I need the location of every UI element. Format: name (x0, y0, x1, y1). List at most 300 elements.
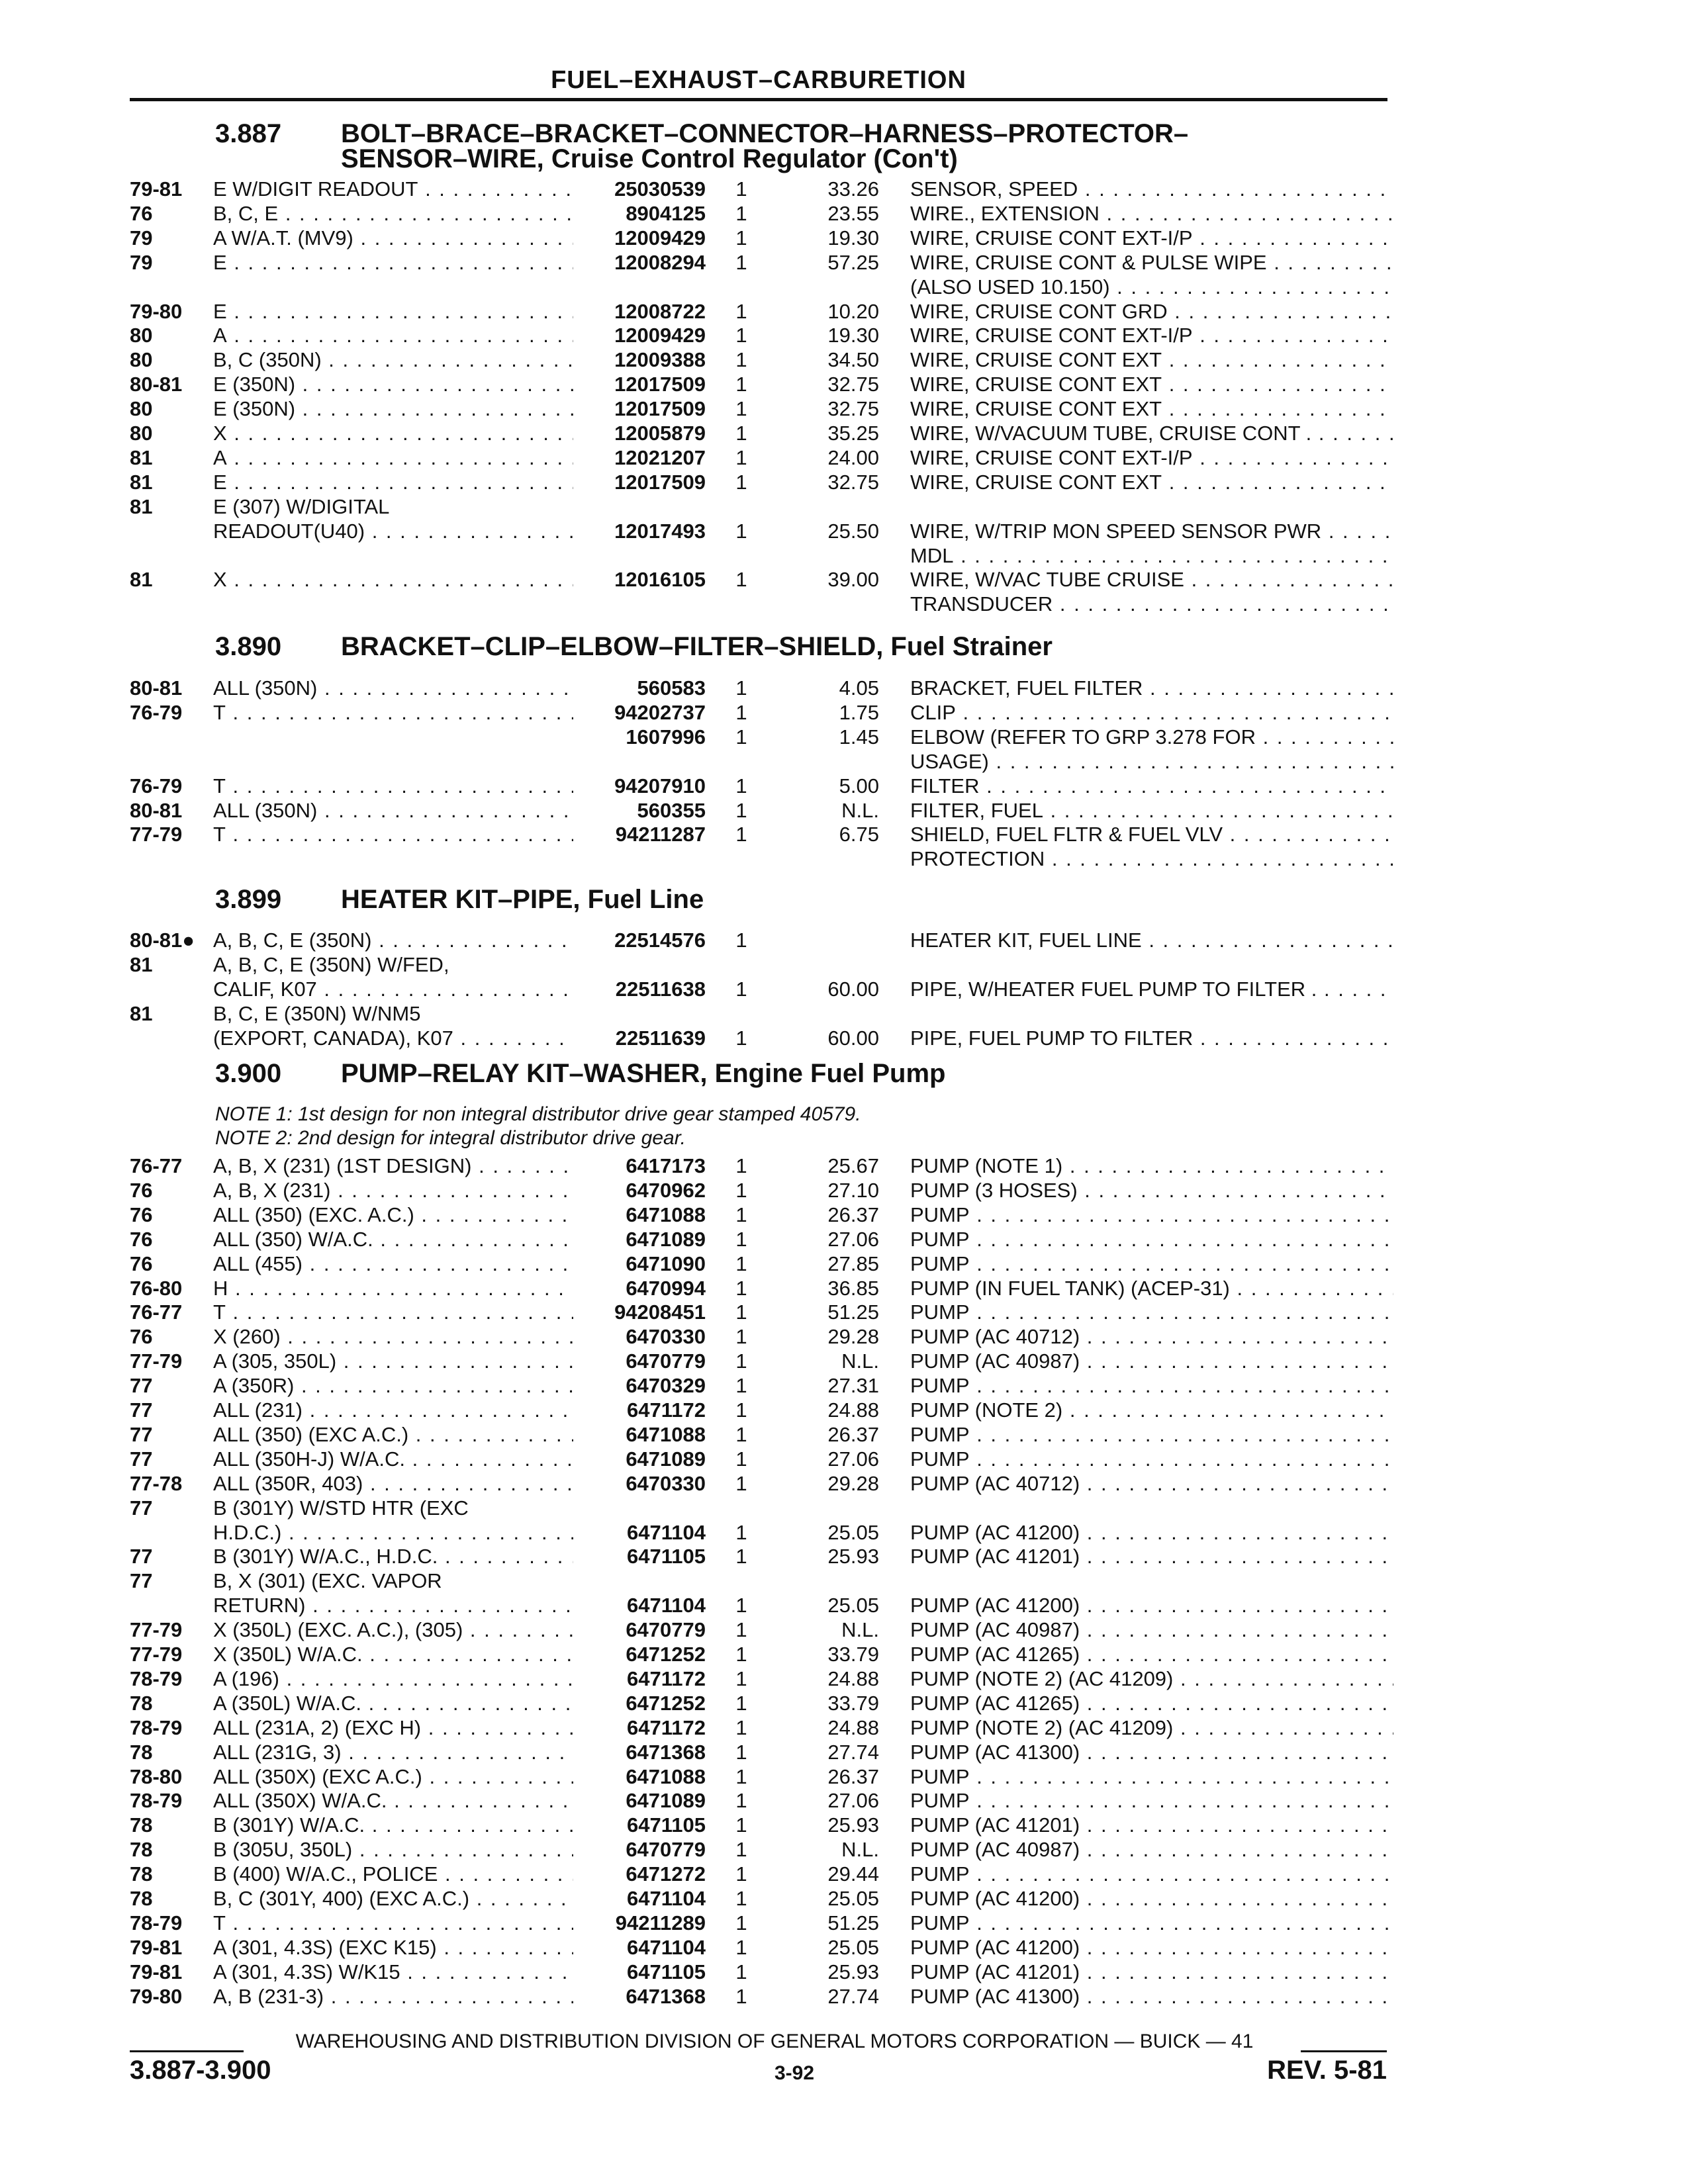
row-model: A W/A.T. (MV9) . . . (213, 226, 573, 250)
row-model: E (350N) . . . (213, 373, 573, 396)
row-price: 25.93 (827, 1813, 879, 1837)
row-price: 5.00 (839, 774, 879, 797)
row-year: 78-79 (130, 1789, 183, 1813)
row-description: PUMP (NOTE 2) . . . (910, 1398, 1393, 1422)
row-price: 26.37 (827, 1764, 879, 1788)
row-model: ALL (350) (EXC A.C.) . . . (213, 1423, 573, 1447)
row-quantity: 1 (735, 1715, 747, 1739)
row-model: ALL (350H-J) W/A.C. . . . (213, 1447, 573, 1471)
row-quantity: 1 (735, 1935, 747, 1959)
row-year: 77-79 (130, 1349, 183, 1373)
row-description: SENSOR, SPEED . . . (910, 177, 1393, 201)
row-quantity: 1 (735, 1178, 747, 1202)
row-quantity: 1 (735, 1984, 747, 2008)
row-price: 10.20 (827, 299, 879, 323)
part-row (0, 1618, 1688, 1643)
row-model: A (350R) . . . (213, 1374, 573, 1398)
row-part-number: 6471089 (626, 1447, 706, 1471)
row-price: 27.06 (827, 1227, 879, 1251)
row-model: E W/DIGIT READOUT . . . (213, 177, 573, 201)
part-row (0, 1349, 1688, 1374)
row-price: 51.25 (827, 1911, 879, 1934)
row-part-number: 12017493 (614, 519, 706, 543)
row-model: A, B, X (231) (1ST DESIGN) . . . (213, 1154, 573, 1178)
row-description: PUMP (AC 41200) . . . (910, 1887, 1393, 1911)
part-row (0, 1154, 1688, 1179)
row-model: A . . . (213, 446, 573, 470)
row-year: 77 (130, 1374, 153, 1398)
row-description: WIRE., EXTENSION . . . (910, 202, 1393, 226)
part-row (0, 1838, 1688, 1862)
row-quantity: 1 (735, 1813, 747, 1837)
row-quantity: 1 (735, 1838, 747, 1862)
row-description: PUMP (AC 40987) . . . (910, 1618, 1393, 1642)
row-part-number: 94211289 (615, 1911, 706, 1934)
row-quantity: 1 (735, 1666, 747, 1690)
row-part-number: 6471104 (627, 1594, 706, 1617)
part-row (0, 544, 1688, 569)
part-row (0, 1765, 1688, 1790)
row-part-number: 6471104 (627, 1935, 706, 1959)
row-price: 32.75 (827, 373, 879, 396)
group-note: NOTE 2: 2nd design for integral distributor drive gear. (215, 1127, 686, 1149)
row-part-number: 6470962 (626, 1178, 706, 1202)
row-description: MDL . . . (910, 544, 1393, 568)
row-description: PUMP (AC 41201) . . . (910, 1960, 1393, 1984)
row-year: 78 (130, 1691, 153, 1715)
part-row (0, 1936, 1688, 1960)
row-model: RETURN) . . . (213, 1594, 573, 1617)
row-description: PUMP (AC 41201) . . . (910, 1545, 1393, 1569)
row-price: 1.45 (839, 725, 879, 749)
row-quantity: 1 (735, 1227, 747, 1251)
row-part-number: 12017509 (614, 397, 706, 421)
row-year: 79-81 (130, 1935, 183, 1959)
row-year: 78 (130, 1740, 153, 1764)
row-year: 76-79 (130, 774, 183, 797)
row-quantity: 1 (735, 324, 747, 347)
row-part-number: 6471105 (627, 1813, 706, 1837)
part-row (0, 177, 1688, 202)
part-row (0, 1252, 1688, 1277)
row-model: T . . . (213, 1911, 573, 1935)
part-row (0, 1002, 1688, 1026)
row-year: 80 (130, 348, 153, 372)
row-year: 79-81 (130, 177, 183, 201)
row-year: 78 (130, 1862, 153, 1886)
row-part-number: 6471105 (627, 1545, 706, 1569)
part-row (0, 471, 1688, 495)
row-part-number: 12008722 (614, 299, 706, 323)
row-description: PUMP (AC 41300) . . . (910, 1741, 1393, 1764)
row-quantity: 1 (735, 1203, 747, 1226)
part-row (0, 324, 1688, 348)
row-price: 39.00 (827, 568, 879, 592)
row-quantity: 1 (735, 1960, 747, 1983)
row-description: WIRE, CRUISE CONT & PULSE WIPE . . . (910, 251, 1393, 275)
row-description: WIRE, CRUISE CONT EXT . . . (910, 397, 1393, 421)
row-description: PUMP . . . (910, 1423, 1393, 1447)
row-part-number: 6470330 (626, 1471, 706, 1495)
row-part-number: 6470329 (626, 1374, 706, 1398)
row-model: B, X (301) (EXC. VAPOR (213, 1569, 442, 1593)
row-description: (ALSO USED 10.150) . . . (910, 275, 1393, 299)
row-quantity: 1 (735, 1251, 747, 1275)
row-part-number: 6471272 (626, 1862, 706, 1886)
row-year: 78 (130, 1838, 153, 1862)
row-description: WIRE, CRUISE CONT GRD . . . (910, 300, 1393, 324)
footer-publisher: WAREHOUSING AND DISTRIBUTION DIVISION OF GENERAL MOTORS CORPORATION — BUICK — 41 (295, 2030, 1254, 2052)
row-price: 1.75 (839, 700, 879, 724)
row-description: WIRE, CRUISE CONT EXT-I/P . . . (910, 446, 1393, 470)
row-year: 80-81 (130, 798, 183, 822)
row-model: B, C (301Y, 400) (EXC A.C.) . . . (213, 1887, 573, 1911)
footer-group-range: 3.887-3.900 (130, 2056, 271, 2085)
row-quantity: 1 (735, 250, 747, 274)
row-part-number: 6471172 (627, 1398, 706, 1422)
row-quantity: 1 (735, 445, 747, 469)
row-part-number: 12017509 (614, 470, 706, 494)
part-row (0, 1325, 1688, 1349)
row-part-number: 94208451 (614, 1300, 706, 1324)
group-note: NOTE 1: 1st design for non integral distributor drive gear stamped 40579. (215, 1103, 861, 1125)
row-price: 25.05 (827, 1935, 879, 1959)
row-year: 79-80 (130, 1984, 183, 2008)
row-part-number: 6471090 (626, 1251, 706, 1275)
row-description: PUMP (3 HOSES) . . . (910, 1179, 1393, 1203)
row-quantity: 1 (735, 1887, 747, 1910)
group-number: 3.899 (215, 885, 282, 914)
row-year: 77-79 (130, 823, 183, 846)
row-year: 76-80 (130, 1276, 183, 1300)
row-quantity: 1 (735, 1422, 747, 1446)
part-row (0, 348, 1688, 373)
row-price: 25.67 (827, 1154, 879, 1177)
row-quantity: 1 (735, 1789, 747, 1813)
row-price: 27.31 (827, 1374, 879, 1398)
row-part-number: 6471252 (626, 1643, 706, 1666)
row-quantity: 1 (735, 568, 747, 592)
row-description: PUMP (AC 40987) . . . (910, 1838, 1393, 1862)
part-row (0, 750, 1688, 774)
row-model: E . . . (213, 300, 573, 324)
part-row (0, 1692, 1688, 1716)
row-price: 25.50 (827, 519, 879, 543)
row-part-number: 6470330 (626, 1325, 706, 1349)
row-price: 26.37 (827, 1203, 879, 1226)
row-model: ALL (231) . . . (213, 1398, 573, 1422)
group-title: BRACKET–CLIP–ELBOW–FILTER–SHIELD, Fuel Strainer (341, 632, 1053, 661)
row-year: 76 (130, 201, 153, 225)
row-quantity: 1 (735, 798, 747, 822)
row-description: PUMP . . . (910, 1374, 1393, 1398)
row-model: A, B (231-3) . . . (213, 1985, 573, 2009)
row-quantity: 1 (735, 1594, 747, 1617)
row-part-number: 94207910 (614, 774, 706, 797)
row-model: CALIF, K07 . . . (213, 978, 573, 1001)
row-price: 4.05 (839, 676, 879, 700)
row-part-number: 560583 (637, 676, 706, 700)
row-quantity: 1 (735, 1618, 747, 1642)
part-row (0, 422, 1688, 446)
row-description: PUMP . . . (910, 1765, 1393, 1789)
row-model: A, B, C, E (350N) W/FED, (213, 952, 449, 976)
row-model: T . . . (213, 701, 573, 725)
row-price: 27.10 (827, 1178, 879, 1202)
part-row (0, 823, 1688, 847)
row-quantity: 1 (735, 929, 747, 952)
row-year: 76 (130, 1203, 153, 1226)
row-price: 29.44 (827, 1862, 879, 1886)
row-model: READOUT(U40) . . . (213, 520, 573, 543)
row-price: 24.00 (827, 445, 879, 469)
row-quantity: 1 (735, 1740, 747, 1764)
row-price: 33.26 (827, 177, 879, 201)
row-part-number: 12009388 (614, 348, 706, 372)
row-price: 25.05 (827, 1887, 879, 1910)
part-row (0, 1300, 1688, 1325)
part-row (0, 1472, 1688, 1496)
row-year: 78-79 (130, 1911, 183, 1934)
row-part-number: 94202737 (614, 700, 706, 724)
row-model: A, B, C, E (350N) . . . (213, 929, 573, 952)
row-part-number: 6471368 (626, 1740, 706, 1764)
part-row (0, 1277, 1688, 1301)
row-description: WIRE, W/VAC TUBE CRUISE . . . (910, 568, 1393, 592)
part-row (0, 1545, 1688, 1569)
part-row (0, 1862, 1688, 1887)
row-model: X (350L) W/A.C. . . . (213, 1643, 573, 1666)
row-price: 24.88 (827, 1398, 879, 1422)
row-price: 25.05 (827, 1594, 879, 1617)
row-year: 76-77 (130, 1300, 183, 1324)
part-row (0, 202, 1688, 226)
row-year: 77 (130, 1569, 153, 1593)
row-year: 78-79 (130, 1666, 183, 1690)
group-number: 3.890 (215, 632, 282, 661)
part-row (0, 520, 1688, 544)
group-number: 3.900 (215, 1059, 282, 1088)
row-price: 6.75 (839, 823, 879, 846)
row-model: ALL (350) (EXC. A.C.) . . . (213, 1203, 573, 1227)
row-quantity: 1 (735, 676, 747, 700)
footer-rule-right (1301, 2050, 1387, 2052)
row-model: X . . . (213, 422, 573, 445)
row-description: PUMP . . . (910, 1252, 1393, 1276)
row-description: PUMP (NOTE 2) (AC 41209) . . . (910, 1667, 1393, 1691)
part-row (0, 1026, 1688, 1051)
row-model: B (301Y) W/A.C. . . . (213, 1813, 573, 1837)
row-quantity: 1 (735, 201, 747, 225)
part-row (0, 1643, 1688, 1667)
row-year: 76 (130, 1251, 153, 1275)
row-description: PUMP . . . (910, 1228, 1393, 1251)
row-part-number: 25030539 (614, 177, 706, 201)
row-quantity: 1 (735, 1026, 747, 1050)
row-model: (EXPORT, CANADA), K07 . . . (213, 1026, 573, 1050)
row-description: WIRE, W/VACUUM TUBE, CRUISE CONT . . . . (910, 422, 1393, 445)
part-row (0, 1179, 1688, 1203)
row-year: 77 (130, 1496, 153, 1520)
row-part-number: 6471172 (627, 1666, 706, 1690)
row-year: 81 (130, 445, 153, 469)
row-part-number: 12005879 (614, 422, 706, 445)
row-part-number: 12021207 (614, 445, 706, 469)
row-year: 76-79 (130, 700, 183, 724)
row-quantity: 1 (735, 299, 747, 323)
row-year: 77-79 (130, 1643, 183, 1666)
row-model: H.D.C.) . . . (213, 1521, 573, 1545)
row-quantity: 1 (735, 1691, 747, 1715)
row-model: B (301Y) W/STD HTR (EXC (213, 1496, 469, 1520)
part-row (0, 725, 1688, 750)
row-price: 57.25 (827, 250, 879, 274)
row-description: PUMP . . . (910, 1203, 1393, 1227)
part-row (0, 1447, 1688, 1472)
row-model: X (260) . . . (213, 1325, 573, 1349)
row-model: B (301Y) W/A.C., H.D.C. . . . (213, 1545, 573, 1569)
row-quantity: 1 (735, 1471, 747, 1495)
row-description: FILTER, FUEL . . . (910, 799, 1393, 823)
group-number: 3.887 (215, 119, 282, 148)
row-year: 78-79 (130, 1715, 183, 1739)
group-heading (215, 885, 704, 915)
row-year: 79 (130, 226, 153, 250)
row-quantity: 1 (735, 1520, 747, 1544)
row-model: A (196) . . . (213, 1667, 573, 1691)
row-model: A (301, 4.3S) W/K15 . . . (213, 1960, 573, 1984)
part-row (0, 774, 1688, 799)
row-price: 34.50 (827, 348, 879, 372)
part-row (0, 1813, 1688, 1838)
row-year: 81 (130, 494, 153, 518)
row-model: B, C (350N) . . . (213, 348, 573, 372)
row-price: 25.93 (827, 1960, 879, 1983)
row-year: 80-81 (130, 373, 183, 396)
part-row (0, 1716, 1688, 1741)
row-price: 33.79 (827, 1691, 879, 1715)
row-part-number: 6471088 (626, 1764, 706, 1788)
part-row (0, 1398, 1688, 1423)
row-price: 27.06 (827, 1447, 879, 1471)
row-description: PUMP (AC 40987) . . . (910, 1349, 1393, 1373)
part-row (0, 1789, 1688, 1813)
row-quantity: 1 (735, 1276, 747, 1300)
row-price: 60.00 (827, 977, 879, 1001)
row-model: B (305U, 350L) . . . (213, 1838, 573, 1862)
part-row (0, 799, 1688, 823)
row-description: PUMP (NOTE 1) . . . (910, 1154, 1393, 1178)
part-row (0, 1960, 1688, 1985)
part-row (0, 275, 1688, 300)
row-part-number: 22511638 (615, 977, 706, 1001)
row-model: T . . . (213, 774, 573, 798)
row-quantity: 1 (735, 348, 747, 372)
row-model: ALL (350X) (EXC A.C.) . . . (213, 1765, 573, 1789)
row-quantity: 1 (735, 823, 747, 846)
row-price: 32.75 (827, 397, 879, 421)
row-price: N.L. (841, 1618, 879, 1642)
row-model: ALL (350R, 403) . . . (213, 1472, 573, 1496)
row-price: 27.74 (827, 1740, 879, 1764)
row-model: A (301, 4.3S) (EXC K15) . . . (213, 1936, 573, 1960)
row-description: PUMP . . . (910, 1911, 1393, 1935)
row-description: PUMP (AC 40712) . . . (910, 1472, 1393, 1496)
row-quantity: 1 (735, 177, 747, 201)
header-rule (130, 98, 1387, 101)
row-year: 78 (130, 1813, 153, 1837)
row-part-number: 12009429 (614, 226, 706, 250)
row-price: 19.30 (827, 226, 879, 250)
row-part-number: 94211287 (615, 823, 706, 846)
row-model: E . . . (213, 251, 573, 275)
row-description: PUMP (AC 41201) . . . (910, 1813, 1393, 1837)
row-price: 51.25 (827, 1300, 879, 1324)
row-part-number: 560355 (637, 798, 706, 822)
row-model: E (350N) . . . (213, 397, 573, 421)
row-part-number: 6471172 (627, 1715, 706, 1739)
row-part-number: 22511639 (615, 1026, 706, 1050)
row-year: 80-81● (130, 929, 195, 952)
row-year: 76 (130, 1178, 153, 1202)
row-description: PUMP (IN FUEL TANK) (ACEP-31) . . . (910, 1277, 1393, 1300)
row-description: PROTECTION . . . (910, 847, 1393, 871)
row-part-number: 6471368 (626, 1984, 706, 2008)
row-year: 76 (130, 1325, 153, 1349)
row-price: 27.74 (827, 1984, 879, 2008)
row-quantity: 1 (735, 1764, 747, 1788)
part-row (0, 1374, 1688, 1398)
row-year: 77 (130, 1422, 153, 1446)
row-year: 78-80 (130, 1764, 183, 1788)
row-model: T . . . (213, 823, 573, 846)
part-row (0, 1667, 1688, 1692)
row-year: 77-79 (130, 1618, 183, 1642)
part-row (0, 495, 1688, 520)
part-row (0, 701, 1688, 725)
row-description: PUMP . . . (910, 1789, 1393, 1813)
row-year: 80 (130, 397, 153, 421)
part-row (0, 1521, 1688, 1545)
row-description: PUMP (AC 41200) . . . (910, 1521, 1393, 1545)
row-description: PUMP (AC 40712) . . . (910, 1325, 1393, 1349)
row-quantity: 1 (735, 1447, 747, 1471)
row-model: ALL (231G, 3) . . . (213, 1741, 573, 1764)
row-model: X . . . (213, 568, 573, 592)
part-row (0, 1741, 1688, 1765)
row-quantity: 1 (735, 470, 747, 494)
row-description: PUMP (NOTE 2) (AC 41209) . . . (910, 1716, 1393, 1740)
row-part-number: 22514576 (614, 929, 706, 952)
row-description: WIRE, CRUISE CONT EXT . . . (910, 373, 1393, 396)
row-description: ELBOW (REFER TO GRP 3.278 FOR . . . (910, 725, 1393, 749)
row-model: E (307) W/DIGITAL (213, 494, 390, 518)
part-row (0, 1887, 1688, 1911)
row-part-number: 6471089 (626, 1227, 706, 1251)
row-year: 76 (130, 1227, 153, 1251)
row-quantity: 1 (735, 1398, 747, 1422)
group-title: BOLT–BRACE–BRACKET–CONNECTOR–HARNESS–PROTECTOR– (341, 119, 1189, 148)
row-description: PUMP (AC 41265) . . . (910, 1692, 1393, 1715)
row-description: PUMP (AC 41200) . . . (910, 1594, 1393, 1617)
row-part-number: 6470779 (626, 1618, 706, 1642)
group-heading (215, 632, 1053, 662)
part-row (0, 1423, 1688, 1447)
row-year: 77 (130, 1398, 153, 1422)
row-model: T . . . (213, 1300, 573, 1324)
row-quantity: 1 (735, 1862, 747, 1886)
row-quantity: 1 (735, 519, 747, 543)
